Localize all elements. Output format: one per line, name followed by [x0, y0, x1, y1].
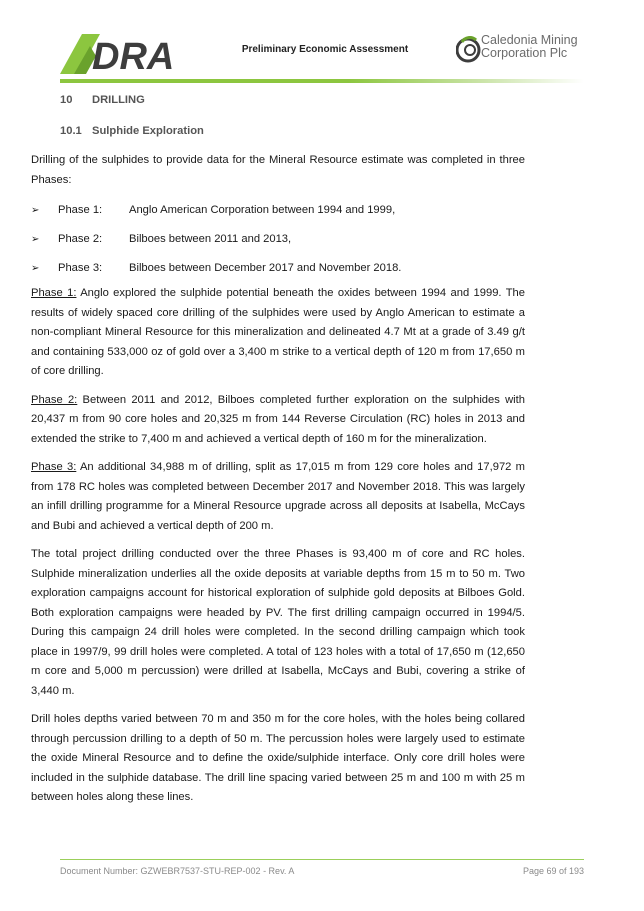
phase-description: Anglo American Corporation between 1994 and 1999, [129, 204, 396, 216]
phase-label: Phase 1: [58, 204, 103, 216]
page-number: Page 69 of 193 [522, 866, 584, 876]
dra-logo-text: DRA [92, 36, 175, 74]
phase3-paragraph [31, 458, 525, 536]
subsection-title: Sulphide Exploration [92, 125, 204, 137]
subsection-number: 10.1 [60, 125, 82, 137]
subsection-heading [60, 125, 204, 137]
section-heading [60, 94, 145, 106]
arrow-bullet-icon: ➢ [31, 263, 40, 274]
caledonia-logo-line2: Corporation Plc [481, 46, 568, 60]
page-header [0, 0, 644, 86]
intro-paragraph: Drilling of the sulphides to provide data for the Mineral Resource estimate was completed in three Phases: [31, 154, 525, 186]
arrow-bullet-icon: ➢ [31, 234, 40, 245]
arrow-bullet-icon: ➢ [31, 205, 40, 216]
section-number: 10 [60, 94, 73, 106]
body-text [31, 151, 525, 808]
phase-list [31, 201, 525, 288]
document-title: Preliminary Economic Assessment [241, 44, 409, 55]
dra-logo [60, 32, 196, 74]
phase2-paragraph [31, 391, 525, 450]
section-title: DRILLING [92, 94, 145, 106]
phase-label: Phase 3: [58, 262, 103, 274]
list-item [31, 201, 525, 230]
document-number: Document Number: GZWEBR7537-STU-REP-002 - Rev. A [60, 866, 295, 876]
list-item [31, 259, 525, 288]
total-drilling-paragraph: The total project drilling conducted over the three Phases is 93,400 m of core and RC holes. Sulphide mineralization underlies all the oxide deposits at variable depths from 15 m to 50 m. Two exploration campaigns account for historical exploration of sulphide gold deposits at Bilboes Gold. Both exploration campaigns were headed by PV. The first drilling campaign occurred in 1994/5. During this campaign 24 drill holes were completed. In the second drilling campaign which took place in 1997/9, 99 drill holes were completed. A total of 123 holes with a total of 17,650 m (12,650 m core and 5,000 m percussion) were drilled at Isabella, McCays and Bubi, covering a strike of 3,440 m. [31, 548, 525, 697]
header-divider [60, 79, 584, 83]
phase3-text: An additional 34,988 m of drilling, split as 17,015 m from 129 core holes and 17,972 m from 178 RC holes was completed between December 2017 and November 2018. This was largely an infill drilling programme for a Mineral Resource upgrade across all deposits at Isabella, McCays and Bubi and achieved a vertical depth of 200 m. [31, 461, 525, 532]
phase2-text: Between 2011 and 2012, Bilboes completed further exploration on the sulphides with 20,437 m from 90 core holes and 20,325 m from 144 Reverse Circulation (RC) holes in 2013 and extended the strike to 7,400 m and achieved a vertical depth of 160 m for the mineralization. [31, 393, 525, 445]
drill-depths-paragraph: Drill holes depths varied between 70 m and 350 m for the core holes, with the holes being collared through percussion drilling to a depth of 50 m. The percussion holes were largely used to estimate the oxide Mineral Resource and to define the oxide/sulphide interface. Only core drill holes were included in the sulphide database. The drill line spacing varied between 25 m and 100 m with 25 m between holes along these lines. [31, 713, 525, 803]
phase1-paragraph [31, 284, 525, 382]
caledonia-logo-text [481, 34, 578, 60]
phase-description: Bilboes between December 2017 and November 2018. [129, 262, 402, 274]
phase-label: Phase 2: [58, 233, 103, 245]
caledonia-logo-line1: Caledonia Mining [481, 33, 578, 47]
phase1-label: Phase 1: [31, 287, 77, 299]
phase1-text: Anglo explored the sulphide potential beneath the oxides between 1994 and 1999. The results of widely spaced core drilling of the sulphides were used by Anglo American to estimate a non-compliant Mineral Resource for this mineralization and delineated 4.7 Mt at a grade of 3.49 g/t and containing 533,000 oz of gold over a 3,400 m strike to a vertical depth of 120 m from 17,650 m of core drilling. [31, 287, 525, 377]
phase2-label: Phase 2: [31, 393, 78, 406]
list-item [31, 230, 525, 259]
footer-divider [60, 859, 584, 860]
phase-description: Bilboes between 2011 and 2013, [129, 233, 292, 245]
phase3-label: Phase 3: [31, 461, 77, 473]
